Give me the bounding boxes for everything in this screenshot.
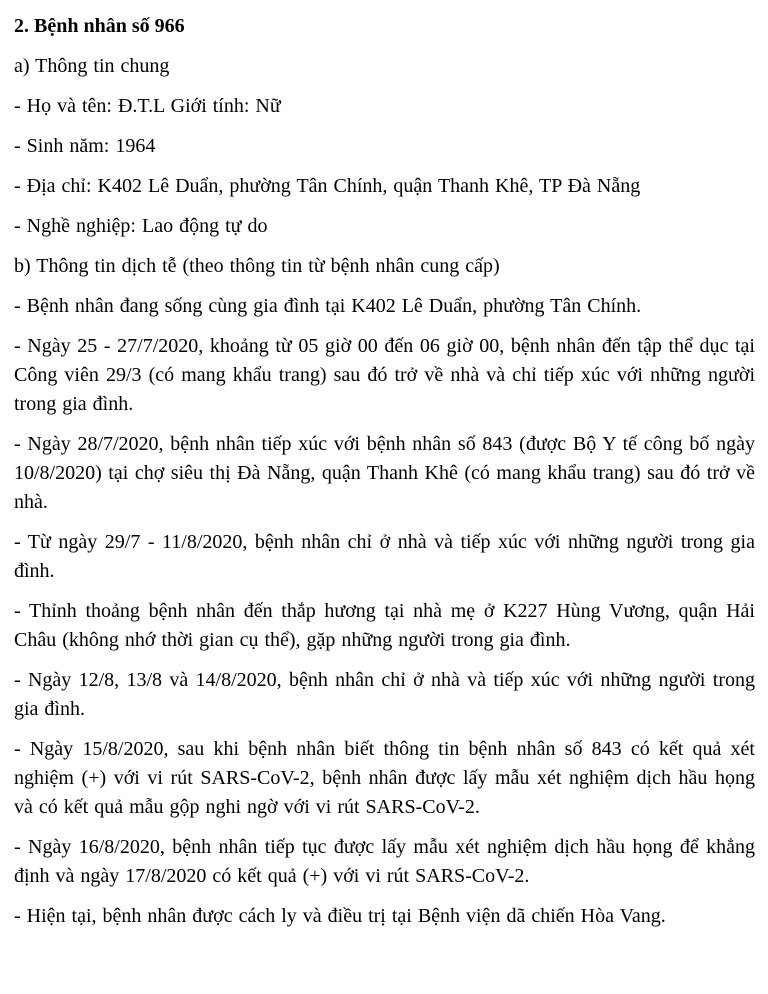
subsection-a-heading: a) Thông tin chung [14, 55, 170, 77]
occupation-line: - Nghề nghiệp: Lao động tự do [14, 215, 268, 237]
epidemiology-paragraph: - Ngày 16/8/2020, bệnh nhân tiếp tục được lấy mẫu xét nghiệm dịch hầu họng để khẳng định và ngày 17/8/2020 có kết quả (+) với vi rút SARS-CoV-2. [14, 836, 755, 887]
patient-section-heading: 2. Bệnh nhân số 966 [14, 15, 185, 37]
current-status-line: - Hiện tại, bệnh nhân được cách ly và điều trị tại Bệnh viện dã chiến Hòa Vang. [14, 905, 666, 927]
epidemiology-paragraph: - Thỉnh thoảng bệnh nhân đến thắp hương tại nhà mẹ ở K227 Hùng Vương, quận Hải Châu (không nhớ thời gian cụ thể), gặp những người trong gia đình. [14, 600, 755, 651]
name-gender-line: - Họ và tên: Đ.T.L Giới tính: Nữ [14, 95, 281, 117]
epidemiology-paragraph: - Ngày 15/8/2020, sau khi bệnh nhân biết thông tin bệnh nhân số 843 có kết quả xét nghiệm (+) với vi rút SARS-CoV-2, bệnh nhân được lấy mẫu xét nghiệm dịch hầu họng và có kết quả mẫu gộp nghi ngờ với vi rút SARS-CoV-2. [14, 738, 755, 818]
epidemiology-paragraph: - Ngày 12/8, 13/8 và 14/8/2020, bệnh nhân chỉ ở nhà và tiếp xúc với những người trong gia đình. [14, 669, 755, 720]
birth-year-line: - Sinh năm: 1964 [14, 135, 156, 157]
subsection-b-heading: b) Thông tin dịch tễ (theo thông tin từ bệnh nhân cung cấp) [14, 255, 500, 277]
epidemiology-paragraph: - Ngày 28/7/2020, bệnh nhân tiếp xúc với bệnh nhân số 843 (được Bộ Y tế công bố ngày 10/8/2020) tại chợ siêu thị Đà Nẵng, quận Thanh Khê (có mang khẩu trang) sau đó trở về nhà. [14, 433, 755, 513]
epidemiology-paragraph: - Từ ngày 29/7 - 11/8/2020, bệnh nhân chỉ ở nhà và tiếp xúc với những người trong gia đình. [14, 531, 755, 582]
address-line: - Địa chỉ: K402 Lê Duẩn, phường Tân Chính, quận Thanh Khê, TP Đà Nẵng [14, 175, 641, 197]
epidemiology-paragraph: - Bệnh nhân đang sống cùng gia đình tại K402 Lê Duẩn, phường Tân Chính. [14, 295, 642, 317]
epidemiology-paragraph: - Ngày 25 - 27/7/2020, khoảng từ 05 giờ 00 đến 06 giờ 00, bệnh nhân đến tập thể dục tại Công viên 29/3 (có mang khẩu trang) sau đó trở về nhà và chỉ tiếp xúc với những người trong gia đình. [14, 335, 755, 415]
